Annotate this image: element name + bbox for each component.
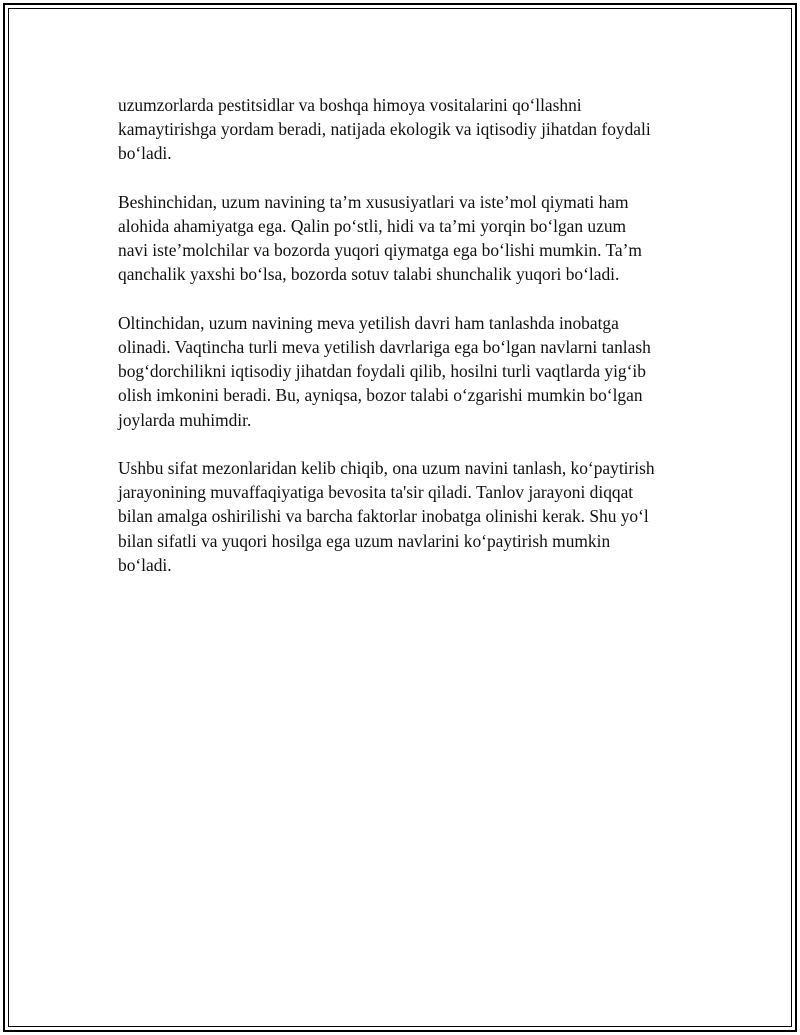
text-line: Ushbu sifat mezonlaridan kelib chiqib, ona uzum navini tanlash, ko‘paytirish [118, 458, 655, 478]
text-line: joylarda muhimdir. [118, 409, 252, 430]
text-line: qanchalik yaxshi bo‘lsa, bozorda sotuv talabi shunchalik yuqori bo‘ladi. [118, 264, 620, 285]
text-line: kamaytirishga yordam beradi, natijada ekologik va iqtisodiy jihatdan foydali [118, 119, 651, 140]
text-line: jarayonining muvaffaqiyatiga bevosita ta'sir qiladi. Tanlov jarayoni diqqat [118, 482, 634, 503]
text-line: Oltinchidan, uzum navining meva yetilish davri ham tanlashda inobatga [118, 312, 619, 333]
text-line: Beshinchidan, uzum navining ta’m xususiyatlari va iste’mol qiymati ham [118, 191, 629, 212]
text-line: bo‘ladi. [118, 554, 172, 575]
text-line: alohida ahamiyatga ega. Qalin po‘stli, hidi va ta’mi yorqin bo‘lgan uzum [118, 216, 627, 236]
text-line: navi iste’molchilar va bozorda yuqori qiymatga ega bo‘lishi mumkin. Ta’m [118, 240, 642, 261]
document-body [118, 93, 693, 577]
text-line: olish imkonini beradi. Bu, ayniqsa, bozor talabi o‘zgarishi mumkin bo‘lgan [118, 385, 643, 406]
paragraph-4 [118, 456, 693, 577]
text-line: bilan sifatli va yuqori hosilga ega uzum navlarini ko‘paytirish mumkin [118, 530, 611, 551]
text-line: olinadi. Vaqtincha turli meva yetilish davrlariga ega bo‘lgan navlarni tanlash [118, 337, 651, 357]
paragraph-1 [118, 93, 693, 166]
paragraph-3 [118, 311, 693, 432]
text-line: bilan amalga oshirilishi va barcha faktorlar inobatga olinishi kerak. Shu yo‘l [118, 506, 649, 527]
text-line: bog‘dorchilikni iqtisodiy jihatdan foydali qilib, hosilni turli vaqtlarda yig‘ib [118, 361, 646, 382]
text-line: uzumzorlarda pestitsidlar va boshqa himoya vositalarini qo‘llashni [118, 95, 582, 115]
text-line: bo‘ladi. [118, 143, 172, 164]
paragraph-2 [118, 190, 693, 287]
